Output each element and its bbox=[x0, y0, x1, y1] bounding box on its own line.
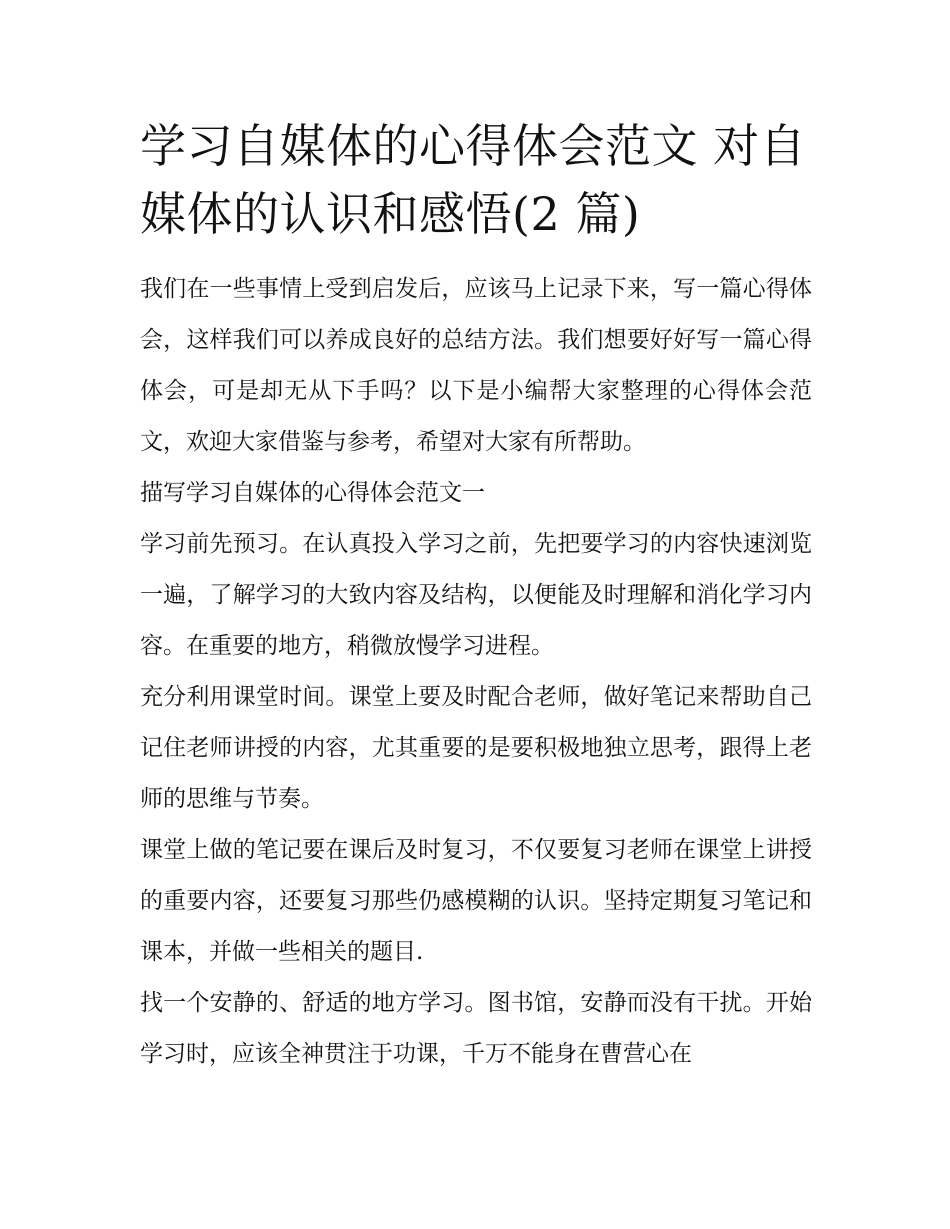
body-paragraph-2: 充分利用课堂时间。课堂上要及时配合老师，做好笔记来帮助自己记住老师讲授的内容，尤其重要的是要积极地独立思考，跟得上老师的思维与节奏。 bbox=[140, 684, 812, 812]
section-heading: 描写学习自媒体的心得体会范文一 bbox=[140, 480, 485, 506]
body-paragraph-1: 学习前先预习。在认真投入学习之前，先把要学习的内容快速浏览一遍，了解学习的大致内容及结构，以便能及时理解和消化学习内容。在重要的地方，稍微放慢学习进程。 bbox=[140, 531, 812, 659]
body-paragraph-3: 课堂上做的笔记要在课后及时复习，不仅要复习老师在课堂上讲授的重要内容，还要复习那些仍感模糊的认识。坚持定期复习笔记和课本，并做一些相关的题目. bbox=[140, 837, 812, 965]
intro-paragraph: 我们在一些事情上受到启发后，应该马上记录下来，写一篇心得体会，这样我们可以养成良好的总结方法。我们想要好好写一篇心得体会，可是却无从下手吗？以下是小编帮大家整理的心得体会范文，欢迎大家借鉴与参考，希望对大家有所帮助。 bbox=[140, 276, 812, 455]
document-page bbox=[140, 112, 812, 1080]
body-paragraph-4: 找一个安静的、舒适的地方学习。图书馆，安静而没有干扰。开始学习时，应该全神贯注于功课，千万不能身在曹营心在 bbox=[140, 990, 812, 1067]
document-title: 学习自媒体的心得体会范文 对自媒体的认识和感悟(2 篇) bbox=[140, 119, 807, 241]
